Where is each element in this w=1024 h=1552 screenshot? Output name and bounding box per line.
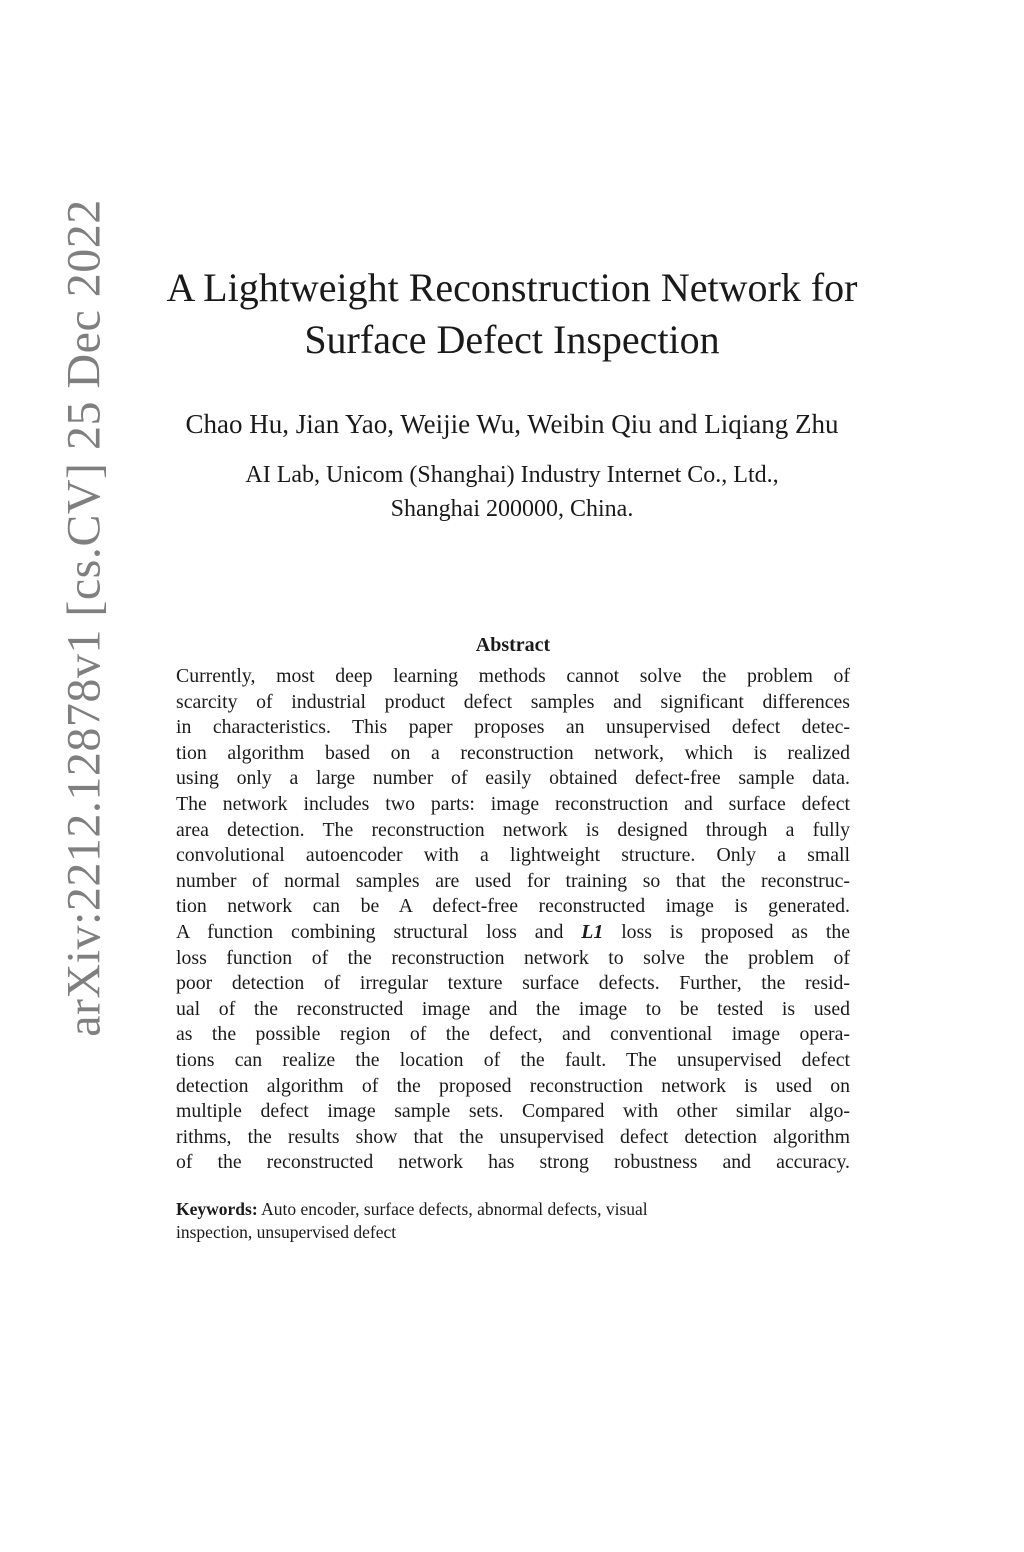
abstract-line: number of normal samples are used for training so that the reconstruc-	[176, 869, 850, 892]
abstract-body	[176, 664, 850, 1176]
title-line-1: A Lightweight Reconstruction Network for	[166, 265, 858, 310]
abstract-line: detection algorithm of the proposed reconstruction network is used on	[176, 1074, 850, 1097]
l1-loss-symbol: L1	[581, 920, 604, 943]
abstract-line: Currently, most deep learning methods cannot solve the problem of	[176, 665, 850, 687]
arxiv-identifier-stamp: arXiv:2212.12878v1 [cs.CV] 25 Dec 2022	[57, 199, 111, 1037]
abstract-line: convolutional autoencoder with a lightweight structure. Only a small	[176, 844, 850, 867]
abstract-line: scarcity of industrial product defect samples and significant differences	[176, 690, 850, 713]
abstract-line: in characteristics. This paper proposes an unsupervised defect detec-	[176, 716, 850, 739]
abstract-line: rithms, the results show that the unsupervised defect detection algorithm	[176, 1125, 850, 1148]
affiliation	[140, 458, 884, 526]
abstract-line: poor detection of irregular texture surface defects. Further, the resid-	[176, 972, 850, 995]
abstract-text-before-l1: A function combining structural loss and	[176, 920, 564, 943]
keywords-text-2: inspection, unsupervised defect	[176, 1222, 397, 1242]
keywords-text-1: Auto encoder, surface defects, abnormal defects, visual	[261, 1199, 648, 1219]
abstract-line: area detection. The reconstruction network is designed through a fully	[176, 818, 850, 841]
abstract-line: loss function of the reconstruction network to solve the problem of	[176, 946, 850, 969]
abstract-line: tion network can be A defect-free reconstructed image is generated.	[176, 895, 850, 918]
paper-title	[140, 262, 884, 366]
abstract-line: The network includes two parts: image reconstruction and surface defect	[176, 792, 850, 815]
abstract-text-after-l1: loss is proposed as the	[621, 920, 850, 943]
abstract-line: ual of the reconstructed image and the image to be tested is used	[176, 997, 850, 1020]
abstract-line: multiple defect image sample sets. Compared with other similar algo-	[176, 1100, 850, 1123]
abstract-line: tion algorithm based on a reconstruction network, which is realized	[176, 741, 850, 764]
abstract-line-with-l1	[176, 920, 850, 946]
abstract-line: as the possible region of the defect, and conventional image opera-	[176, 1023, 850, 1046]
abstract-heading: Abstract	[475, 634, 551, 656]
keywords-section	[176, 1198, 850, 1244]
abstract-line: of the reconstructed network has strong robustness and accuracy.	[176, 1151, 850, 1174]
keywords-line-1	[176, 1198, 850, 1221]
affiliation-line-1: AI Lab, Unicom (Shanghai) Industry Internet Co., Ltd.,	[245, 462, 779, 488]
affiliation-line-2: Shanghai 200000, China.	[390, 496, 634, 522]
abstract-line: tions can realize the location of the fault. The unsupervised defect	[176, 1048, 850, 1071]
keywords-label: Keywords:	[176, 1199, 258, 1219]
title-line-2: Surface Defect Inspection	[304, 317, 720, 362]
author-list: Chao Hu, Jian Yao, Weijie Wu, Weibin Qiu and Liqiang Zhu	[185, 409, 839, 439]
abstract-line: using only a large number of easily obtained defect-free sample data.	[176, 767, 850, 790]
